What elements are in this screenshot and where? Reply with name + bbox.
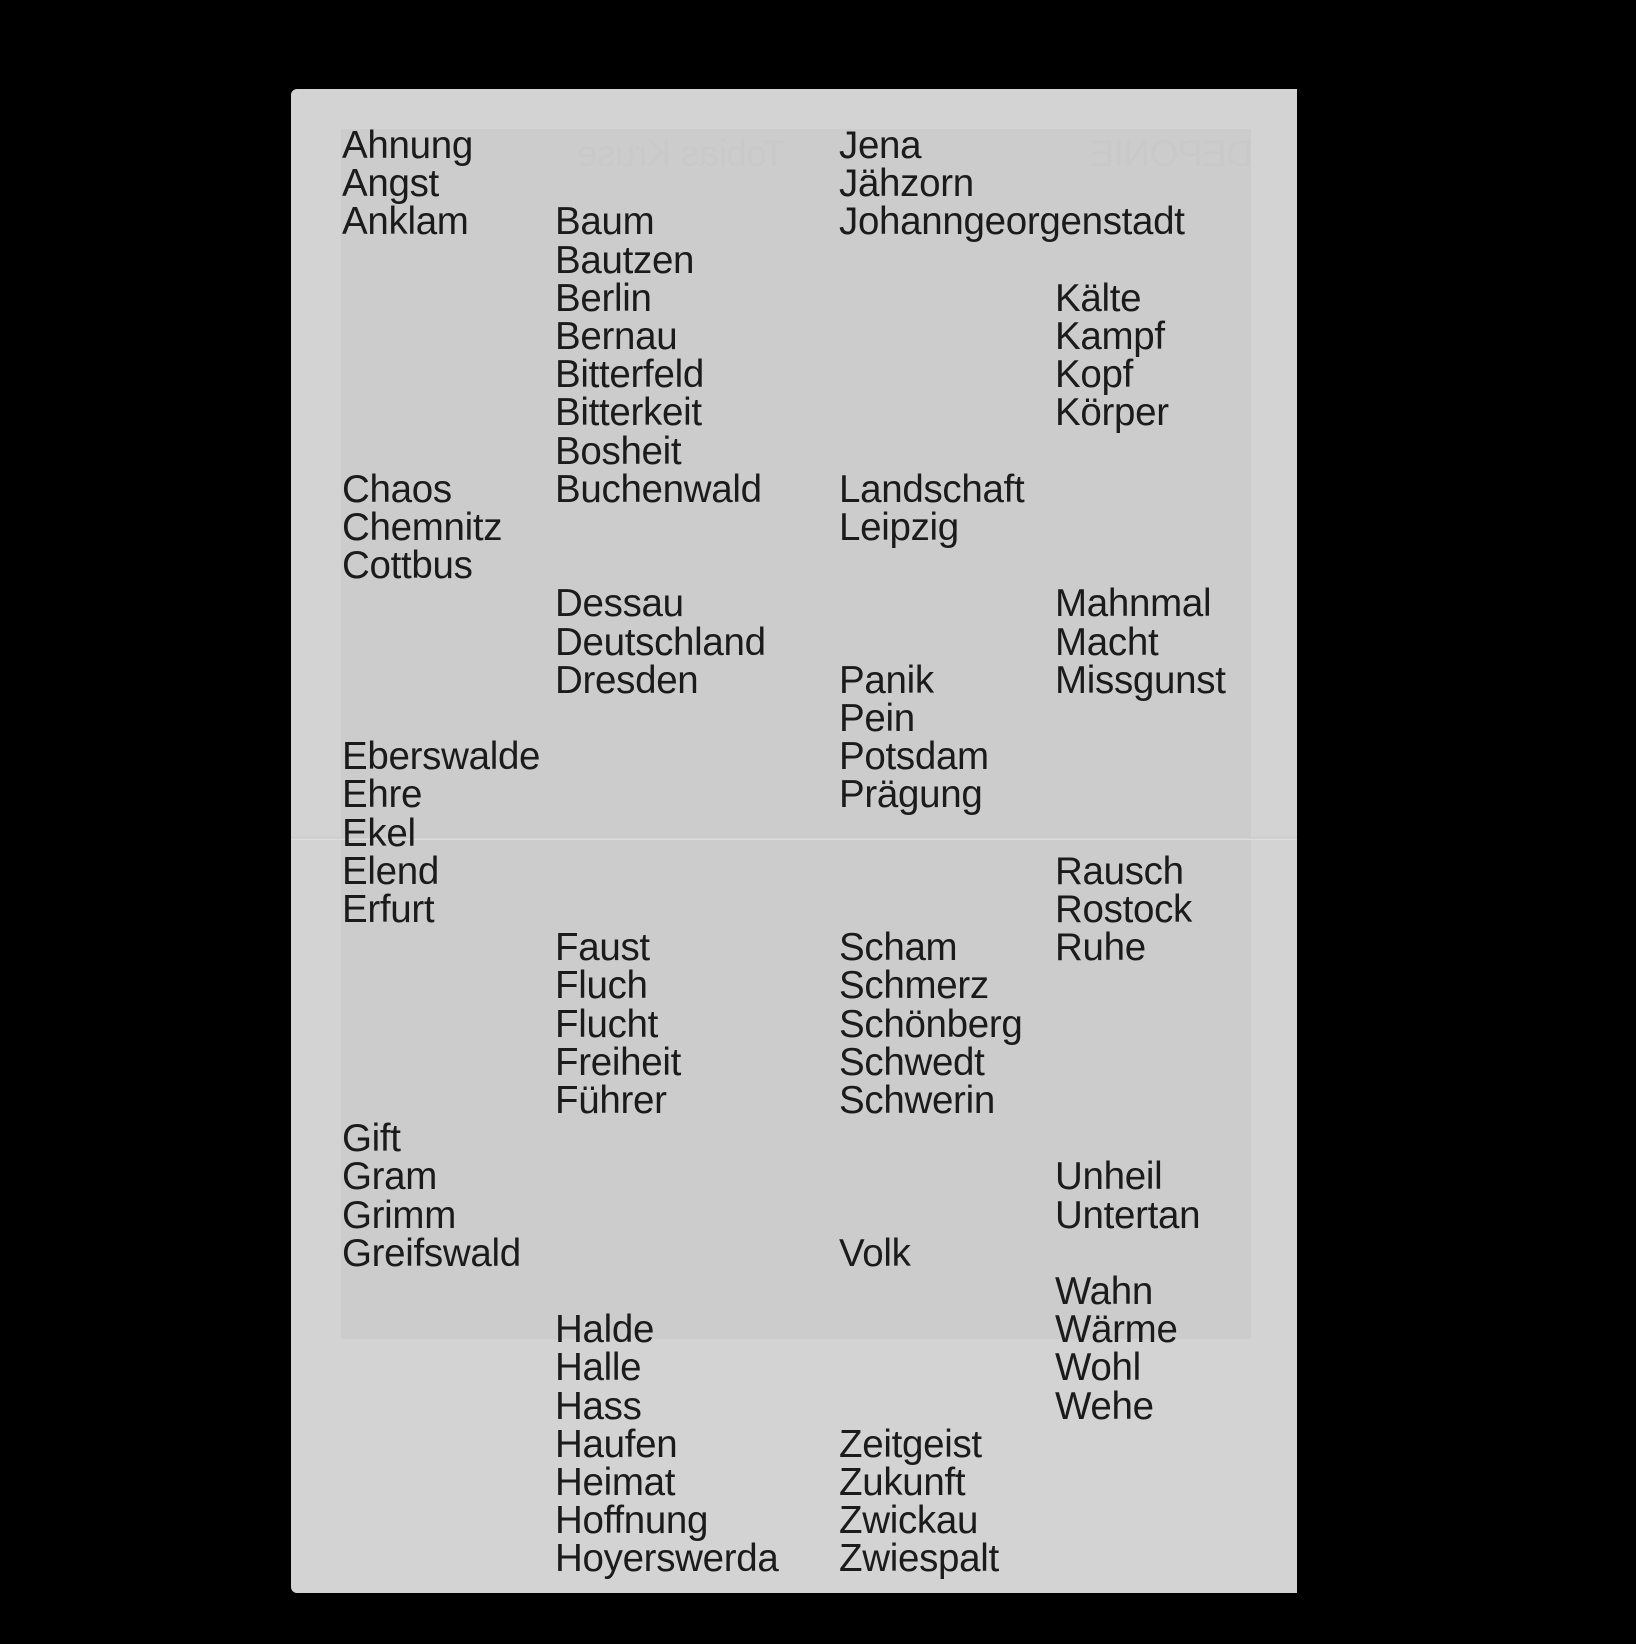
- word-item: Halde: [555, 1308, 655, 1352]
- word-item: Berlin: [555, 276, 652, 320]
- word-item: Rausch: [1055, 849, 1184, 893]
- word-item: Freiheit: [555, 1040, 681, 1084]
- word-item: Baum: [555, 200, 655, 244]
- word-item: Anklam: [342, 200, 469, 244]
- word-item: Bautzen: [555, 238, 695, 282]
- word-item: Flucht: [555, 1002, 659, 1046]
- word-item: Hoyerswerda: [555, 1537, 779, 1581]
- word-item: Grimm: [342, 1193, 456, 1237]
- word-item: Schmerz: [839, 964, 989, 1008]
- word-item: Landschaft: [839, 467, 1025, 511]
- word-item: Kopf: [1055, 353, 1133, 397]
- word-item: Gram: [342, 1155, 438, 1199]
- word-item: Jähzorn: [839, 162, 974, 206]
- word-item: Rostock: [1055, 888, 1192, 931]
- word-item: Hoffnung: [555, 1499, 709, 1543]
- word-item: Ruhe: [1055, 926, 1146, 970]
- word-item: Erfurt: [342, 888, 435, 931]
- word-item: Eberswalde: [342, 735, 541, 779]
- word-item: Kampf: [1055, 315, 1165, 358]
- word-item: Schwerin: [839, 1079, 995, 1122]
- word-item: Angst: [342, 162, 439, 206]
- word-item: Körper: [1055, 391, 1169, 435]
- word-item: Bosheit: [555, 429, 682, 473]
- word-item: Ehre: [342, 773, 423, 817]
- word-item: Pein: [839, 697, 915, 740]
- word-item: Ekel: [342, 811, 416, 855]
- mirrored-title: DEPONIE: [1089, 133, 1253, 174]
- word-item: Wärme: [1055, 1308, 1178, 1352]
- word-item: Buchenwald: [555, 467, 762, 511]
- word-item: Dessau: [555, 582, 684, 626]
- poster-sheet: [291, 89, 1297, 1593]
- word-item: Johanngeorgenstadt: [839, 200, 1185, 244]
- word-item: Halle: [555, 1346, 642, 1390]
- word-item: Gift: [342, 1117, 401, 1161]
- word-item: Bitterkeit: [555, 391, 702, 435]
- word-item: Wahn: [1055, 1270, 1153, 1313]
- word-item: Deutschland: [555, 620, 766, 664]
- word-item: Hass: [555, 1384, 642, 1428]
- word-item: Jena: [839, 124, 922, 167]
- word-item: Panik: [839, 658, 934, 702]
- word-item: Elend: [342, 849, 439, 893]
- word-item: Schwedt: [839, 1040, 985, 1084]
- word-item: Heimat: [555, 1461, 676, 1504]
- word-item: Bernau: [555, 315, 678, 358]
- word-item: Untertan: [1055, 1193, 1201, 1237]
- word-item: Dresden: [555, 658, 699, 702]
- word-item: Chaos: [342, 467, 452, 511]
- word-item: Wehe: [1055, 1384, 1154, 1428]
- word-item: Cottbus: [342, 544, 473, 588]
- word-item: Fluch: [555, 964, 648, 1008]
- word-item: Zukunft: [839, 1461, 966, 1504]
- word-item: Volk: [839, 1231, 911, 1275]
- word-item: Mahnmal: [1055, 582, 1212, 626]
- word-item: Kälte: [1055, 276, 1142, 320]
- word-item: Zeitgeist: [839, 1422, 982, 1466]
- word-item: Ahnung: [342, 124, 473, 167]
- word-item: Zwickau: [839, 1499, 979, 1543]
- word-item: Führer: [555, 1079, 667, 1122]
- word-item: Haufen: [555, 1422, 678, 1466]
- word-item: Potsdam: [839, 735, 989, 779]
- word-item: Greifswald: [342, 1231, 521, 1275]
- word-item: Unheil: [1055, 1155, 1163, 1199]
- mirrored-author: Tobias Kruse: [577, 133, 785, 174]
- word-item: Macht: [1055, 620, 1159, 664]
- word-item: Prägung: [839, 773, 983, 817]
- word-item: Faust: [555, 926, 650, 970]
- paper-fold: [291, 837, 1297, 840]
- word-item: Schönberg: [839, 1002, 1023, 1046]
- word-item: Scham: [839, 926, 958, 970]
- word-item: Chemnitz: [342, 506, 503, 549]
- word-item: Zwiespalt: [839, 1537, 999, 1581]
- word-item: Wohl: [1055, 1346, 1141, 1390]
- word-item: Bitterfeld: [555, 353, 704, 397]
- word-item: Missgunst: [1055, 658, 1226, 702]
- word-item: Leipzig: [839, 506, 959, 549]
